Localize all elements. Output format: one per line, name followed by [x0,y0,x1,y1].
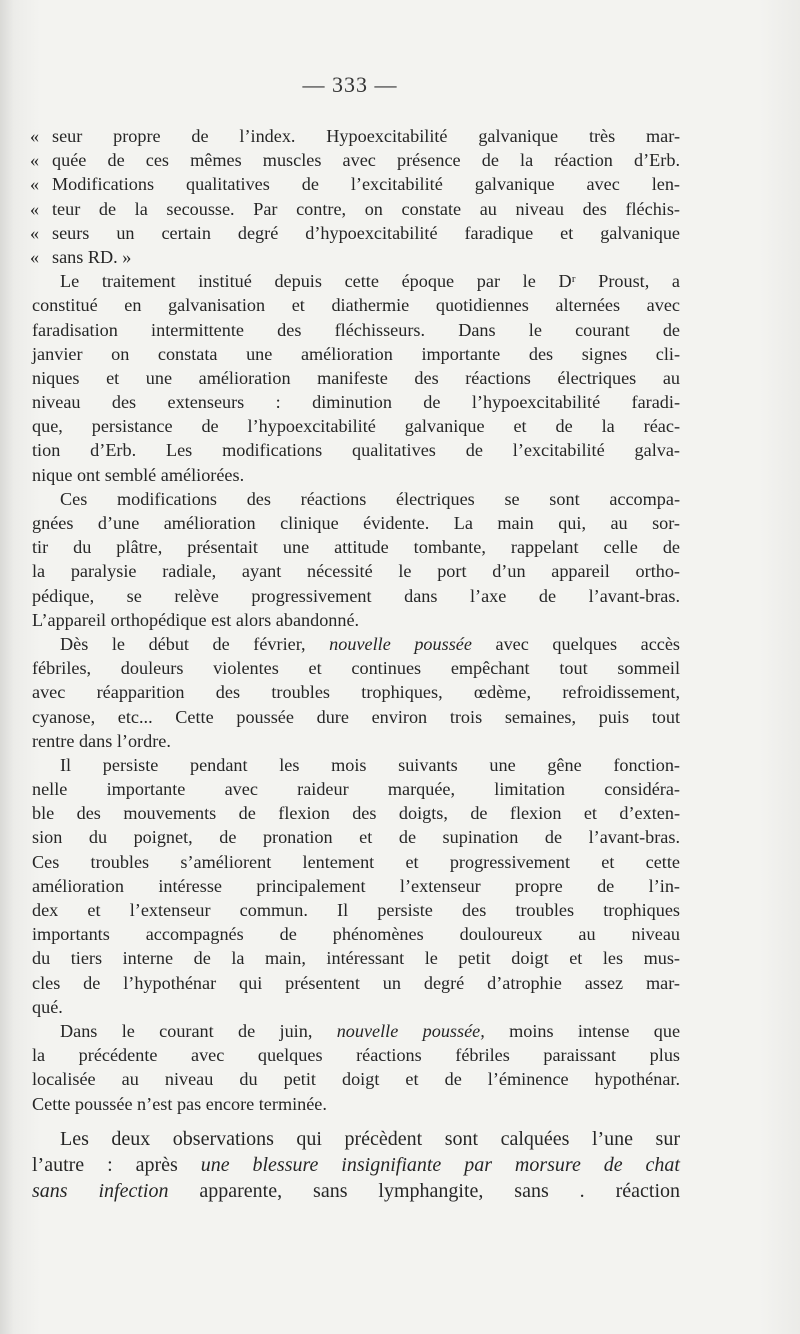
text-line: faradisation intermittente des fléchisseurs. Dans le courant de [32,319,680,340]
text-line: niveau des extenseurs : diminution de l’hypoexcitabilité faradi- [32,392,680,413]
quote-mark: « [30,174,40,195]
quote-block [32,124,680,269]
body-text [32,124,680,1116]
quote-text: teur de la secousse. Par contre, on constate au niveau des fléchis- [52,198,680,219]
italic-phrase: nouvelle poussée, [336,1020,485,1041]
text-line: cles de l’hypothénar qui présentent un degré d’atrophie assez mar- [32,972,680,993]
text-line: pédique, se relève progressivement dans l’axe de l’avant-bras. [32,585,680,606]
text-line [32,1178,680,1204]
paragraph [32,269,680,487]
text-line: la précédente avec quelques réactions fébriles paraissant plus [32,1045,680,1066]
quote-line [32,197,680,221]
italic-phrase: sans infection [32,1180,169,1202]
text-line: L’appareil orthopédique est alors abandonné. [32,609,360,630]
page-number: — 333 — [302,72,398,97]
quote-line [32,124,680,148]
text-line: importants accompagnés de phénomènes douloureux au niveau [32,924,680,945]
text-line: la paralysie radiale, ayant nécessité le port d’un appareil ortho- [32,561,680,582]
text-line: nelle importante avec raideur marquée, limitation considéra- [32,779,680,800]
text-line: Ces troubles s’améliorent lentement et progressivement et cette [32,851,680,872]
text-line: du tiers interne de la main, intéressant le petit doigt et les mus- [32,948,680,969]
quote-text: Modifications qualitatives de l’excitabilité galvanique avec len- [52,174,680,195]
quote-line [32,245,680,269]
quote-text: sans RD. » [52,246,132,267]
paragraph [32,1019,680,1116]
paragraph [32,753,680,1019]
text-line: Cette poussée n’est pas encore terminée. [32,1093,327,1114]
text-segment: Dans le courant de juin, [60,1020,337,1041]
italic-phrase: nouvelle poussée [329,633,472,654]
quote-line [32,148,680,172]
quote-mark: « [30,246,40,267]
text-line: ble des mouvements de flexion des doigts, de flexion et d’exten- [32,803,680,824]
paragraph [32,487,680,632]
text-line: rentre dans l’ordre. [32,730,171,751]
text-line: Les deux observations qui précèdent sont calquées l’une sur [60,1128,680,1150]
paragraph [32,632,680,753]
text-line: amélioration intéresse principalement l’extenseur propre de l’in- [32,875,680,896]
text-line [32,632,680,656]
quote-text: seur propre de l’index. Hypoexcitabilité galvanique très mar- [52,126,680,146]
text-line: Le traitement institué depuis cette époque par le Dʳ Proust, a [60,271,680,292]
quote-mark: « [30,126,40,146]
quote-mark: « [30,222,40,243]
text-line: fébriles, douleurs violentes et continues empêchant tout sommeil [32,658,680,679]
text-line [32,1152,680,1178]
quote-line [32,221,680,245]
text-segment: l’autre : après [32,1154,201,1176]
quote-mark: « [30,150,40,171]
text-line: tir du plâtre, présentait une attitude tombante, rappelant celle de [32,537,680,558]
text-segment: Dès le début de février, [60,633,330,654]
text-line: Il persiste pendant les mois suivants une gêne fonction- [60,754,680,775]
text-line: janvier on constata une amélioration importante des signes cli- [32,343,680,364]
text-line: tion d’Erb. Les modifications qualitatives de l’excitabilité galva- [32,440,680,461]
text-line: que, persistance de l’hypoexcitabilité galvanique et de la réac- [32,416,680,437]
text-line [32,1019,680,1043]
text-segment: apparente, sans lymphangite, sans . réaction [168,1180,680,1202]
text-line: sion du poignet, de pronation et de supination de l’avant-bras. [32,827,680,848]
text-line: Ces modifications des réactions électriques se sont accompa- [60,488,680,509]
text-line: avec réapparition des troubles trophiques, œdème, refroidissement, [32,682,680,703]
quote-line [32,172,680,196]
text-line: cyanose, etc... Cette poussée dure environ trois semaines, puis tout [32,706,680,727]
closing-paragraph [32,1126,680,1204]
quote-text: quée de ces mêmes muscles avec présence de la réaction d’Erb. [52,150,680,171]
text-line: qué. [32,996,63,1017]
text-segment: moins intense que [484,1020,681,1041]
text-line: dex et l’extenseur commun. Il persiste des troubles trophiques [32,900,680,920]
text-segment: avec quelques accès [471,633,680,654]
quote-mark: « [30,198,40,219]
quote-text: seurs un certain degré d’hypoexcitabilité faradique et galvanique [52,222,680,243]
text-line: localisée au niveau du petit doigt et de l’éminence hypothénar. [32,1069,680,1090]
text-line: constitué en galvanisation et diathermie quotidiennes alternées avec [32,295,680,316]
italic-phrase: une blessure insignifiante par morsure de chat [200,1154,680,1176]
text-line: nique ont semblé améliorées. [32,464,245,485]
text-line: gnées d’une amélioration clinique évidente. La main qui, au sor- [32,513,680,533]
text-line: niques et une amélioration manifeste des réactions électriques au [32,367,680,388]
